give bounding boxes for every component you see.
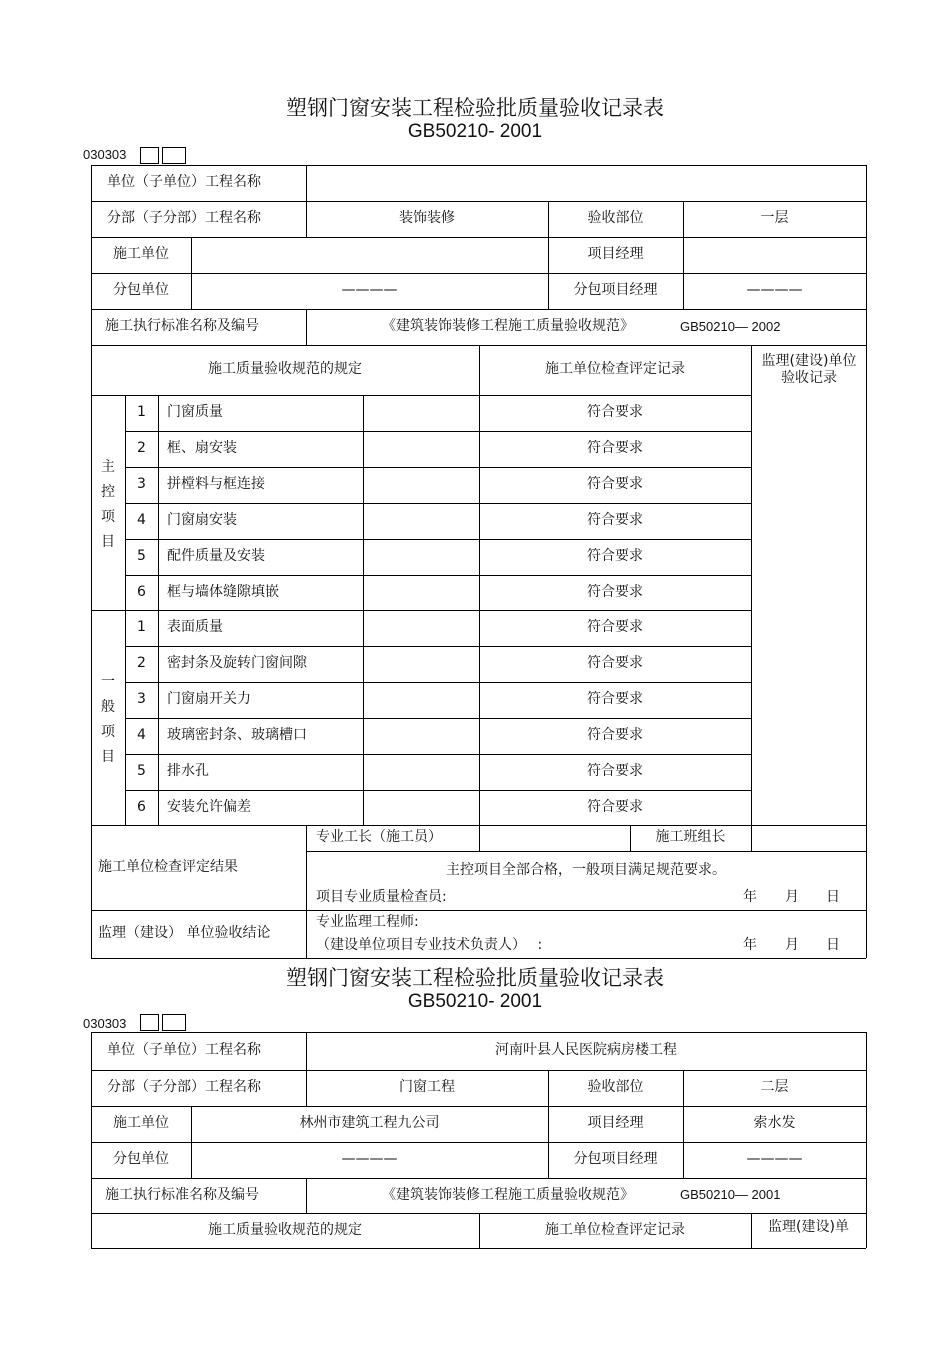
item-no: 1: [137, 619, 146, 636]
month-label: 月: [785, 889, 799, 906]
item-result: 符合要求: [587, 512, 643, 529]
form-standard-code: GB50210- 2001: [407, 991, 543, 1012]
month-label: 月: [785, 937, 799, 954]
inspector-label: 项目专业质量检查员:: [316, 889, 447, 906]
item-no: 5: [137, 763, 146, 780]
day-label: 日: [826, 937, 840, 954]
spec-rules-header: 施工质量验收规范的规定: [208, 361, 362, 378]
form-code: 030303: [83, 1016, 127, 1031]
year-label: 年: [743, 889, 757, 906]
unit-project-value: 河南叶县人民医院病房楼工程: [495, 1042, 677, 1059]
construction-unit-label: 施工单位: [113, 1115, 169, 1132]
code-box-2: [162, 147, 186, 164]
item-result: 符合要求: [587, 548, 643, 565]
form-code: 030303: [83, 147, 127, 162]
exec-standard-label: 施工执行标准名称及编号: [105, 318, 259, 335]
item-no: 6: [137, 583, 146, 600]
exec-standard-label: 施工执行标准名称及编号: [105, 1186, 259, 1203]
item-name: 密封条及旋转门窗间隙: [167, 655, 307, 672]
subcontract-unit-label: 分包单位: [113, 1151, 169, 1168]
form-title: 塑钢门窗安装工程检验批质量验收记录表: [286, 966, 664, 990]
item-name: 表面质量: [167, 619, 223, 636]
check-result-label: 施工单位检查评定结果: [98, 858, 238, 875]
foreman-label: 专业工长（施工员）: [316, 829, 442, 846]
item-result: 符合要求: [587, 727, 643, 744]
acceptance-part-label: 验收部位: [587, 1079, 644, 1096]
rule: [158, 395, 159, 825]
item-no: 1: [137, 404, 146, 421]
item-result: 符合要求: [587, 619, 643, 636]
item-name: 框、扇安装: [167, 440, 237, 457]
rule: [306, 1178, 307, 1213]
exec-standard-code: GB50210— 2001: [680, 1187, 781, 1203]
code-box-1: [140, 1014, 159, 1031]
team-leader-label: 施工班组长: [655, 829, 726, 846]
construction-unit-label: 施工单位: [113, 246, 169, 263]
item-result: 符合要求: [587, 763, 643, 780]
conclusion-text: 主控项目全部合格，一般项目满足规范要求。: [446, 862, 726, 879]
item-result: 符合要求: [587, 476, 643, 493]
rule: [306, 825, 307, 958]
project-manager-label: 项目经理: [587, 246, 644, 263]
day-label: 日: [826, 889, 840, 906]
construction-unit-value: 林州市建筑工程九公司: [299, 1115, 440, 1132]
item-result: 符合要求: [587, 583, 643, 600]
rule: [306, 309, 307, 345]
item-result: 符合要求: [587, 691, 643, 708]
item-name: 门窗扇开关力: [167, 691, 251, 708]
check-record-header: 施工单位检查评定记录: [545, 361, 685, 378]
division-project-label: 分部（子分部）工程名称: [107, 210, 261, 227]
item-name: 门窗质量: [167, 404, 223, 421]
item-no: 2: [137, 440, 146, 457]
rule: [363, 395, 364, 825]
item-no: 6: [137, 798, 146, 815]
item-no: 2: [137, 655, 146, 672]
item-name: 门窗扇安装: [167, 512, 237, 529]
rule: [91, 958, 866, 959]
item-no: 3: [137, 691, 146, 708]
subcontract-manager-value: ————: [746, 1151, 803, 1168]
subcontract-manager-label: 分包项目经理: [573, 282, 658, 299]
item-result: 符合要求: [587, 404, 643, 421]
item-name: 框与墙体缝隙填嵌: [167, 583, 279, 600]
supervision-label: 监理（建设） 单位验收结论: [98, 925, 271, 942]
year-label: 年: [743, 937, 757, 954]
item-result: 符合要求: [587, 440, 643, 457]
division-project-label: 分部（子分部）工程名称: [107, 1079, 261, 1096]
supervision-record-header: 监理(建设)单: [768, 1219, 849, 1235]
rule: [751, 345, 752, 825]
exec-standard-value: 《建筑装饰装修工程施工质量验收规范》: [382, 1186, 634, 1203]
division-project-value: 装饰装修: [399, 210, 455, 227]
general-group-label: 一般项目: [101, 674, 115, 765]
item-no: 4: [137, 727, 146, 744]
item-result: 符合要求: [587, 655, 643, 672]
item-name: 安装允许偏差: [167, 798, 251, 815]
item-no: 4: [137, 512, 146, 529]
subcontract-manager-value: ————: [746, 282, 803, 299]
code-box-1: [140, 147, 159, 164]
construction-unit-value: [191, 237, 548, 273]
exec-standard-value: 《建筑装饰装修工程施工质量验收规范》: [382, 318, 634, 335]
acceptance-part-value: 一层: [760, 210, 789, 227]
rule: [751, 825, 752, 851]
subcontract-unit-value: ————: [341, 282, 398, 299]
form-title: 塑钢门窗安装工程检验批质量验收记录表: [286, 96, 664, 120]
item-name: 玻璃密封条、玻璃槽口: [167, 727, 307, 744]
subcontract-unit-value: ————: [341, 1151, 398, 1168]
item-no: 5: [137, 548, 146, 565]
subcontract-manager-label: 分包项目经理: [573, 1151, 658, 1168]
supervision-record-header: 监理(建设)单位验收记录: [761, 352, 857, 386]
item-no: 3: [137, 476, 146, 493]
project-manager-value: [683, 237, 866, 273]
subcontract-unit-label: 分包单位: [113, 282, 169, 299]
project-manager-value: 索水发: [753, 1115, 796, 1132]
rule: [91, 1248, 866, 1249]
code-box-2: [162, 1014, 186, 1031]
item-result: 符合要求: [587, 798, 643, 815]
item-name: 配件质量及安装: [167, 548, 265, 565]
rule: [866, 165, 867, 958]
unit-project-value: [306, 165, 866, 201]
check-record-header: 施工单位检查评定记录: [545, 1221, 685, 1238]
acceptance-part-value: 二层: [760, 1079, 789, 1096]
rule: [866, 1032, 867, 1248]
main-group-label: 主控项目: [101, 459, 115, 550]
owner-rep-label: （建设单位项目专业技术负责人） :: [316, 937, 543, 954]
unit-project-label: 单位（子单位）工程名称: [107, 174, 261, 191]
acceptance-part-label: 验收部位: [587, 210, 644, 227]
engineer-label: 专业监理工程师:: [316, 914, 419, 931]
unit-project-label: 单位（子单位）工程名称: [107, 1042, 261, 1059]
item-name: 拼樘料与框连接: [167, 476, 265, 493]
rule: [306, 851, 866, 852]
form-standard-code: GB50210- 2001: [407, 121, 543, 142]
spec-rules-header: 施工质量验收规范的规定: [208, 1221, 362, 1238]
division-project-value: 门窗工程: [399, 1079, 455, 1096]
exec-standard-code: GB50210— 2002: [680, 318, 781, 334]
project-manager-label: 项目经理: [587, 1115, 644, 1132]
item-name: 排水孔: [167, 763, 209, 780]
